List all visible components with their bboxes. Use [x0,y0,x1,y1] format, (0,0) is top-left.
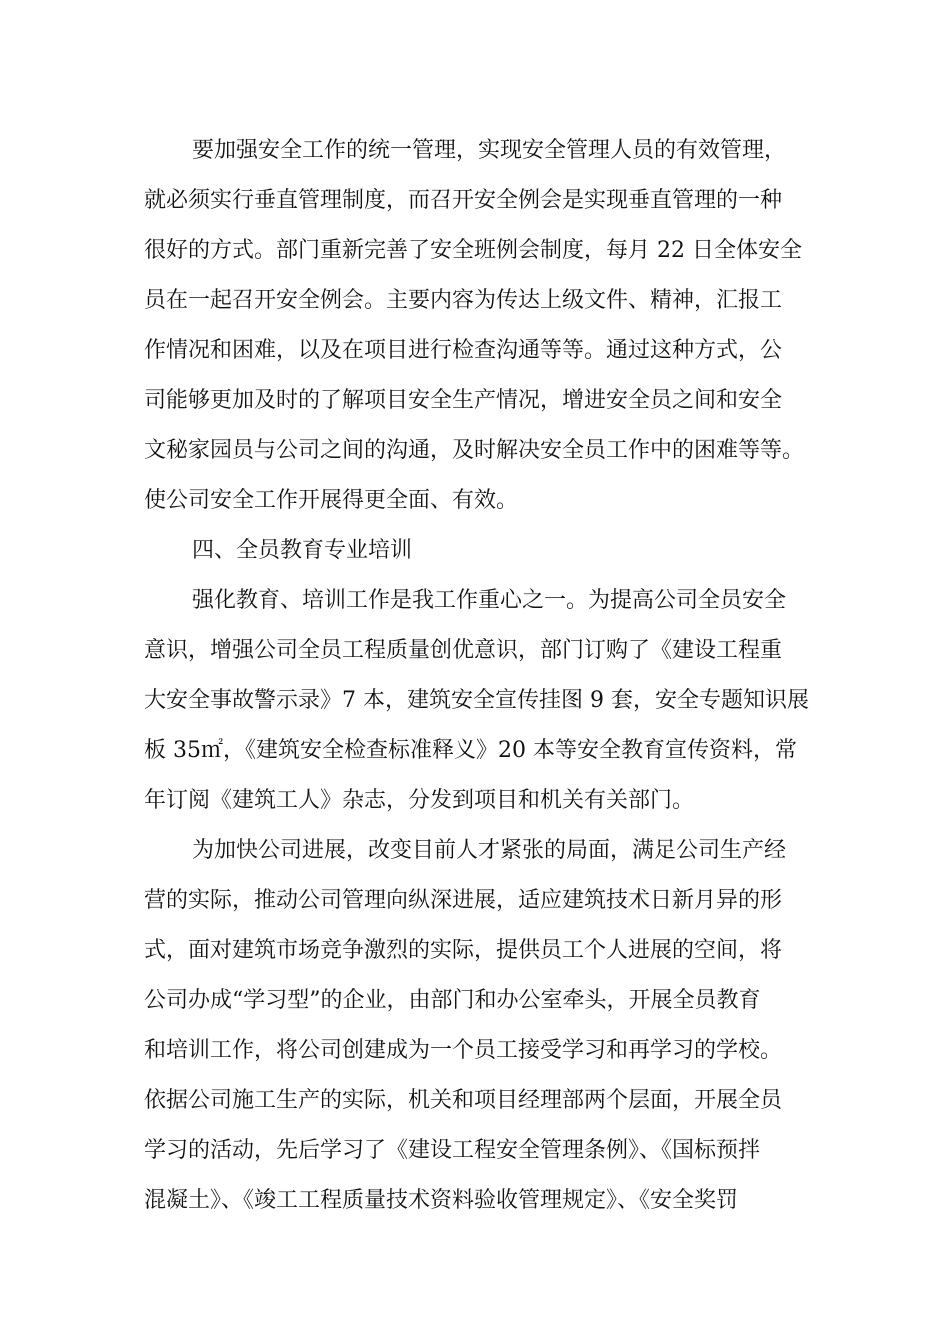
paragraph-line: 依据公司施工生产的实际，机关和项目经理部两个层面，开展全员 [144,1088,783,1113]
paragraph-line: 年订阅《建筑工人》杂志，分发到项目和机关有关部门。 [144,788,695,813]
paragraph-line: 式，面对建筑市场竞争激烈的实际，提供员工个人进展的空间，将 [144,938,783,963]
paragraph-line: 板 35㎡，《建筑安全检查标准释义》20 本等安全教育宣传资料，常 [144,738,797,763]
paragraph-line: 公司办成“学习型”的企业，由部门和办公室牵头，开展全员教育 [144,988,761,1013]
paragraph-line: 使公司安全工作开展得更全面、有效。 [144,488,519,513]
paragraph-line: 混凝土》、《竣工工程质量技术资料验收管理规定》、《安全奖罚 [144,1188,739,1213]
paragraph-line: 很好的方式。部门重新完善了安全班例会制度，每月 22 日全体安全 [144,238,802,263]
paragraph-line: 文秘家园员与公司之间的沟通，及时解决安全员工作中的困难等等。 [144,438,805,463]
paragraph-line: 营的实际，推动公司管理向纵深进展，适应建筑技术日新月异的形 [144,888,783,913]
paragraph-line: 意识，增强公司全员工程质量创优意识，部门订购了《建设工程重 [144,638,783,663]
paragraph-line: 强化教育、培训工作是我工作重心之一。为提高公司全员安全 [192,588,787,613]
section-heading: 四、全员教育专业培训 [192,538,413,563]
paragraph-line: 就必须实行垂直管理制度，而召开安全例会是实现垂直管理的一种 [144,188,783,213]
paragraph-line: 司能够更加及时的了解项目安全生产情况，增进安全员之间和安全 [144,388,783,413]
paragraph-line: 学习的活动，先后学习了《建设工程安全管理条例》、《国标预拌 [144,1138,761,1163]
paragraph-line: 和培训工作，将公司创建成为一个员工接受学习和再学习的学校。 [144,1038,783,1063]
paragraph-line: 作情况和困难，以及在项目进行检查沟通等等。通过这种方式，公 [144,338,783,363]
paragraph-line: 大安全事故警示录》7 本，建筑安全宣传挂图 9 套，安全专题知识展 [144,688,809,713]
paragraph-line: 为加快公司进展，改变目前人才紧张的局面，满足公司生产经 [192,838,787,863]
paragraph-line: 要加强安全工作的统一管理，实现安全管理人员的有效管理， [192,138,787,163]
paragraph-line: 员在一起召开安全例会。主要内容为传达上级文件、精神，汇报工 [144,288,783,313]
